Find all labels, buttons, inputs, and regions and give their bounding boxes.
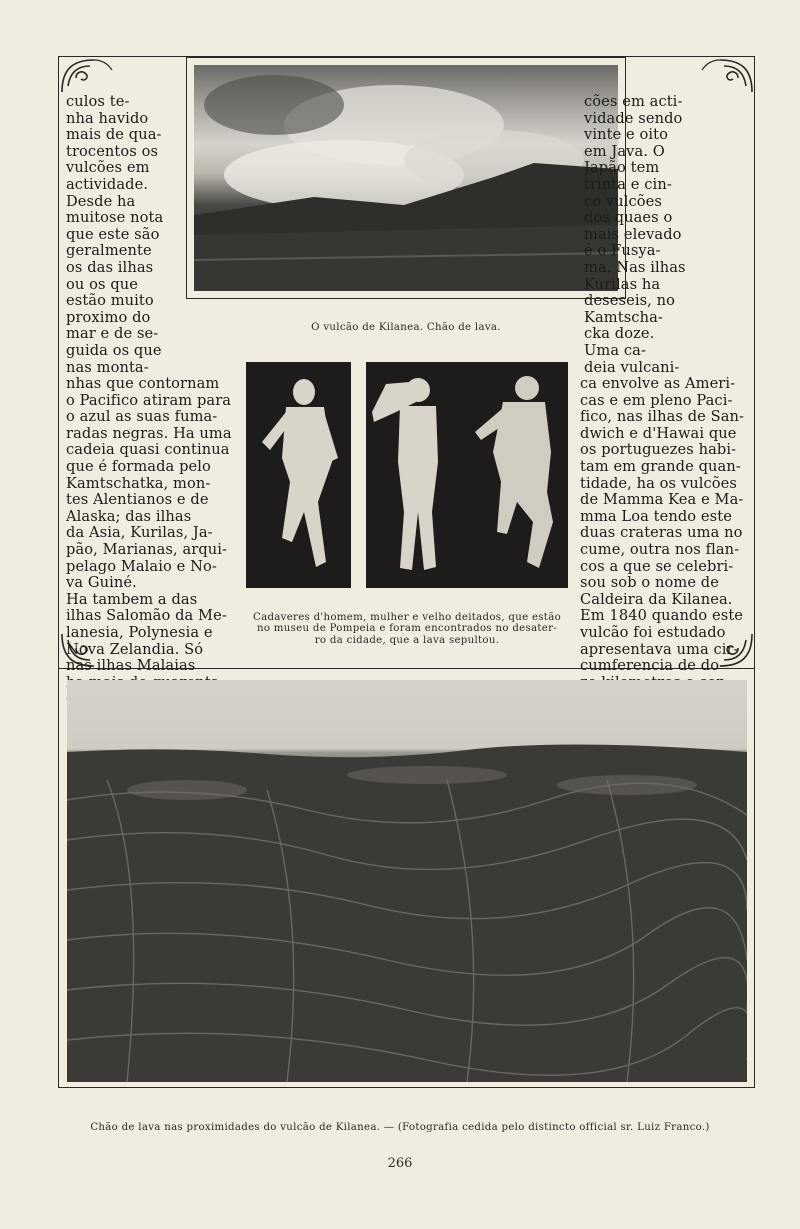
corpse-photo-old-man [463,362,568,588]
text-line: trocentos os [66,143,159,160]
text-line: Kurilas ha [584,276,661,293]
text-line: cka doze. [584,326,655,343]
text-line: pelago Malaio e No- [66,558,217,575]
text-line: Kamtschatka, mon- [66,475,211,492]
text-line: trinta e cin- [584,176,672,193]
text-line: cadeia quasi continua [66,442,230,459]
text-line: geralmente [66,243,152,260]
text-line: de Mamma Kea e Ma- [580,492,744,509]
text-line: co vulcões [584,193,662,210]
text-line: ilhas Salomão da Me- [66,608,227,625]
text-line: vinte e oito [584,127,669,144]
text-line: sou sob o nome de [580,575,719,592]
text-line: nas ilhas Malaias [66,658,196,675]
lava-caption: Chão de lava nas proximidades do vulcão de Kilanea. — (Fotografia cedida pelo distincto official sr. Luiz Franco.) [90,1122,710,1133]
text-line: nas monta- [66,359,149,376]
text-line: nha havido [66,110,149,127]
text-line: deseseis, no [584,293,676,310]
text-line: actividade. [66,176,149,193]
text-line: fico, nas ilhas de San- [580,409,745,426]
text-line: tidade, ha os vulcões [580,475,737,492]
text-line: cumferencia de do- [580,658,725,675]
text-line: culos te- [66,94,130,110]
text-line: Em 1840 quando este [580,608,744,625]
text-line: vidade sendo [584,110,683,127]
text-line: da Asia, Kurilas, Ja- [66,525,213,542]
corpse-photo-man [246,362,351,588]
text-line: mma Loa tendo este [580,508,732,525]
left-text-column [66,94,232,708]
text-line: ou os que [66,276,139,293]
text-line: Uma ca- [584,342,646,359]
text-line: muitose nota [66,210,164,227]
text-line: é o Fusya- [584,243,661,260]
text-line: Caldeira da Kilanea. [580,591,733,608]
text-line: o Pacifico atiram para [66,392,232,409]
text-line: os das ilhas [66,259,154,276]
text-line: proximo do [66,309,151,326]
text-line: deia vulcani- [584,359,680,376]
text-line: cos a que se celebri- [580,558,734,575]
text-line: que este são [66,226,160,243]
text-line: em Java. O [584,143,665,160]
text-line: lanesia, Polynesia e [66,625,213,641]
lava-field-photo [67,680,747,1082]
text-line: vulcões em [66,160,150,177]
corpses-caption-line: ro da cidade, que a lava sepultou. [314,634,500,646]
text-line: Kamtscha- [584,309,663,326]
text-line: dwich e d'Hawai que [580,425,737,442]
text-line: o azul as suas fuma- [66,409,218,426]
text-line: os portuguezes habi- [580,442,737,459]
corpse-photo-woman [366,362,471,588]
corner-ornament-icon [58,56,114,96]
text-line: Nova Zelandia. Só [66,641,204,658]
text-line: tes Alentianos e de [66,492,209,509]
text-line: Desde ha [66,193,136,210]
text-line: vulcão foi estudado [580,625,726,641]
corpses-caption [246,612,568,646]
page-number: 266 [387,1156,413,1171]
text-line: radas negras. Ha uma [66,425,232,442]
corpses-caption-line: no museu de Pompeia e foram encontrados no desater- [256,623,558,635]
right-text-column [580,94,750,708]
volcano-photo [194,65,618,291]
text-line: estão muito [66,293,154,310]
text-line: guida os que [66,342,162,359]
volcano-caption: O vulcão de Kilanea. Chão de lava. [311,322,501,333]
corner-ornament-icon [700,56,756,96]
text-line: pão, Marianas, arqui- [66,542,228,559]
text-line: duas crateras uma no [580,525,743,542]
text-line: cões em acti- [584,94,683,110]
text-line: mar e de se- [66,326,159,343]
text-line: mais elevado [584,226,682,243]
text-line: va Guiné. [66,575,137,592]
text-line: tam em grande quan- [580,459,741,476]
text-line: cas e em pleno Paci- [580,392,733,409]
text-line: que é formada pelo [66,459,211,476]
text-line: ca envolve as Ameri- [580,376,736,393]
text-line: mais de qua- [66,127,162,144]
text-line: Alaska; das ilhas [66,508,192,525]
text-line: Japão tem [584,160,660,177]
text-line: cume, outra nos flan- [580,542,740,559]
text-line: apresentava uma cir- [580,641,739,658]
text-line: dos quaes o [584,210,673,227]
text-line: Ha tambem a das [66,591,198,608]
text-line: ma. Nas ilhas [584,259,686,276]
corpses-caption-line: Cadaveres d'homem, mulher e velho deitados, que estão [252,612,562,623]
text-line: nhas que contornam [66,376,220,393]
